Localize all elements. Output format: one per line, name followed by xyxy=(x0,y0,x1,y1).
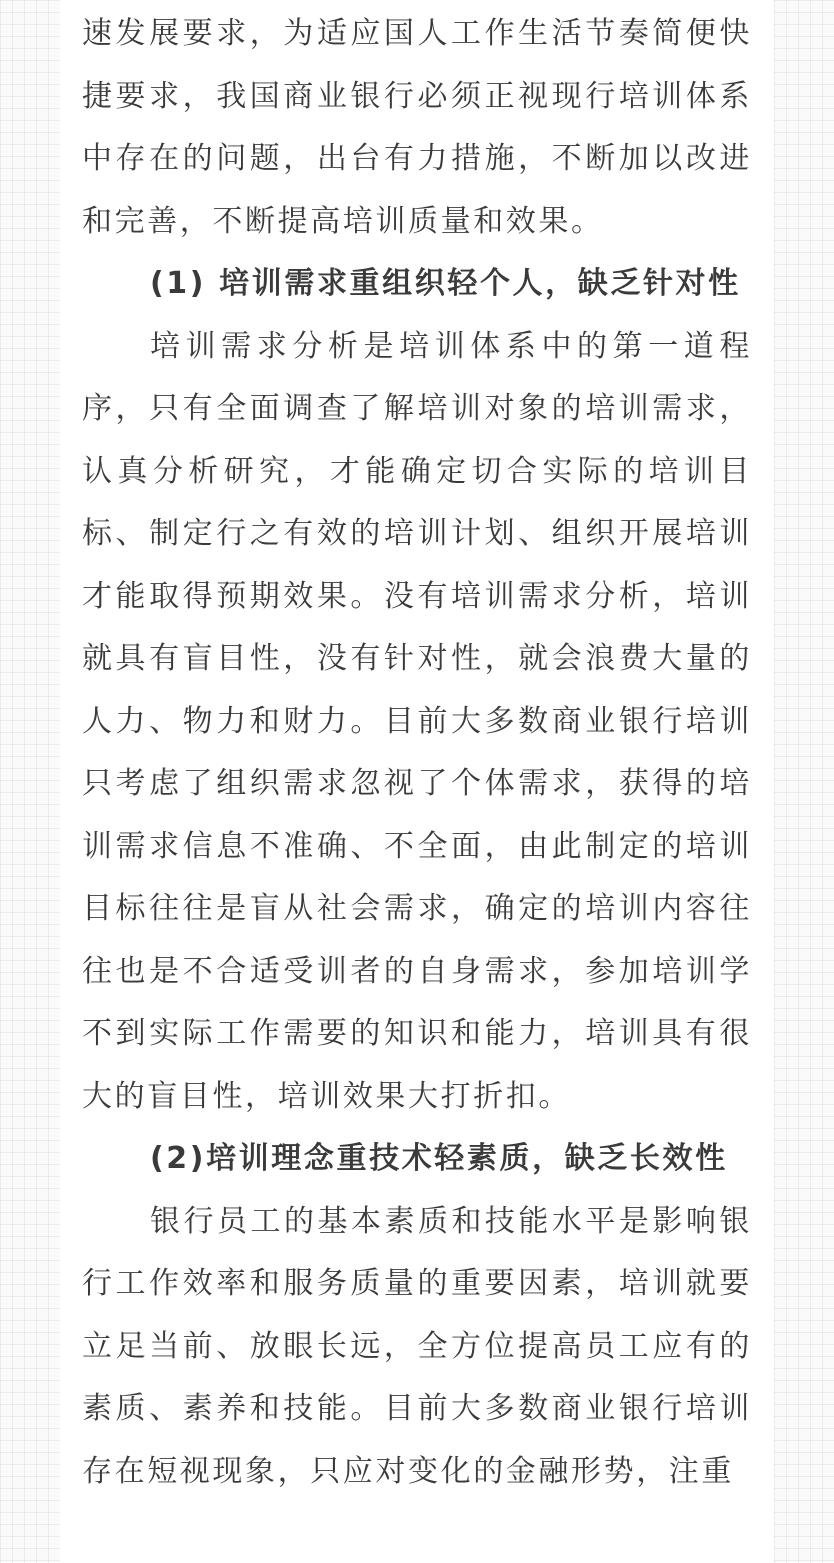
intro-paragraph: 速发展要求，为适应国人工作生活节奏简便快捷要求，我国商业银行必须正视现行培训体系中存在的问题，出台有力措施，不断加以改进和完善，不断提高培训质量和效果。 xyxy=(82,16,752,239)
section-1-heading: (1) 培训需求重组织轻个人，缺乏针对性 xyxy=(150,266,741,301)
section-2-heading: (2)培训理念重技术轻素质，缺乏长效性 xyxy=(150,1141,728,1176)
article-body xyxy=(82,0,752,1503)
left-grid-margin xyxy=(0,0,60,1563)
section-2-paragraph: 银行员工的基本素质和技能水平是影响银行工作效率和服务质量的重要因素，培训就要立足当前、放眼长远，全方位提高员工应有的素质、素养和技能。目前大多数商业银行培训存在短视现象，只应对变化的金融形势，注重 xyxy=(82,1203,752,1489)
section-1-paragraph: 培训需求分析是培训体系中的第一道程序，只有全面调查了解培训对象的培训需求，认真分析研究，才能确定切合实际的培训目标、制定行之有效的培训计划、组织开展培训才能取得预期效果。没有培训需求分析，培训就具有盲目性，没有针对性，就会浪费大量的人力、物力和财力。目前大多数商业银行培训只考虑了组织需求忽视了个体需求，获得的培训需求信息不准确、不全面，由此制定的培训目标往往是盲从社会需求，确定的培训内容往往也是不合适受训者的自身需求，参加培训学不到实际工作需要的知识和能力，培训具有很大的盲目性，培训效果大打折扣。 xyxy=(82,328,752,1114)
right-grid-margin xyxy=(774,0,834,1563)
